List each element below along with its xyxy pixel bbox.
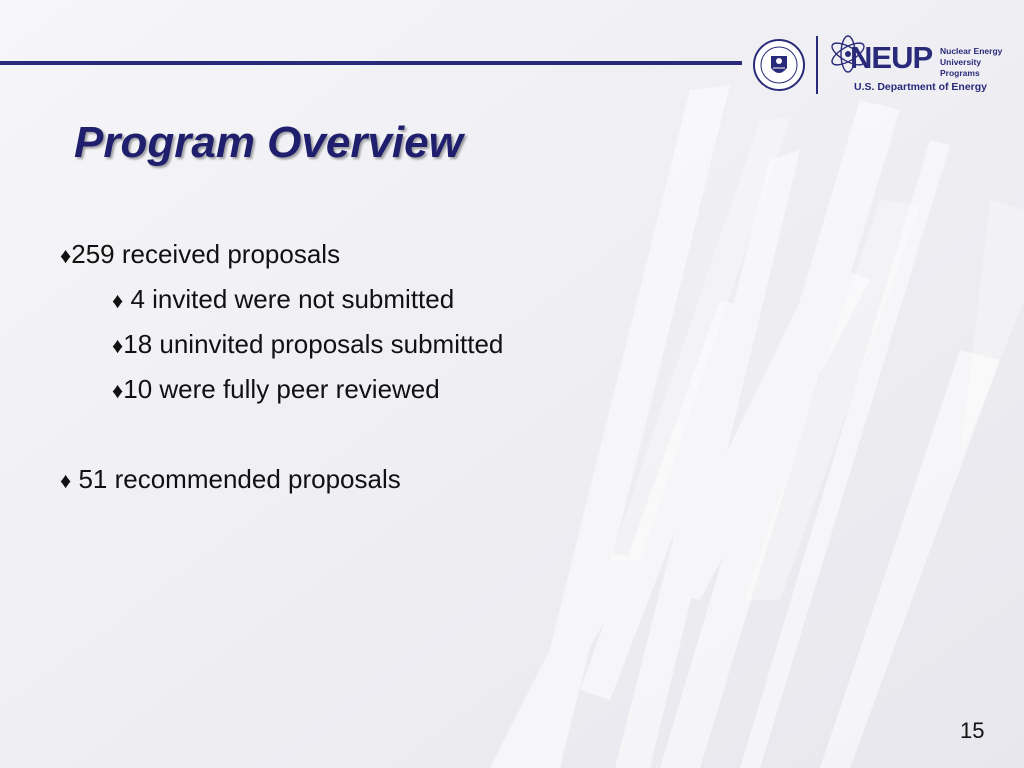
page-title: Program Overview xyxy=(74,118,463,167)
diamond-bullet-icon: ♦ xyxy=(60,468,72,493)
bullet-item: ♦18 uninvited proposals submitted xyxy=(112,329,504,359)
bullet-item: ♦ 51 recommended proposals xyxy=(60,464,401,494)
bullet-item: ♦259 received proposals xyxy=(60,239,341,269)
neup-subtitle: Nuclear Energy University Programs xyxy=(940,46,1003,78)
diamond-bullet-icon: ♦ xyxy=(112,288,124,313)
page-number: 15 xyxy=(960,718,985,743)
neup-wordmark: NEUP xyxy=(850,40,933,75)
neup-doe-logo xyxy=(752,30,1002,100)
logo-divider xyxy=(816,36,818,94)
diamond-bullet-icon: ♦ xyxy=(112,378,124,403)
diamond-bullet-icon: ♦ xyxy=(60,243,72,268)
doe-seal-icon xyxy=(752,38,806,92)
agency-caption: U.S. Department of Energy xyxy=(854,81,988,93)
diamond-bullet-icon: ♦ xyxy=(112,333,124,358)
header-rule xyxy=(0,61,742,65)
bullet-item: ♦ 4 invited were not submitted xyxy=(112,284,455,314)
bullet-item: ♦10 were fully peer reviewed xyxy=(112,374,440,404)
